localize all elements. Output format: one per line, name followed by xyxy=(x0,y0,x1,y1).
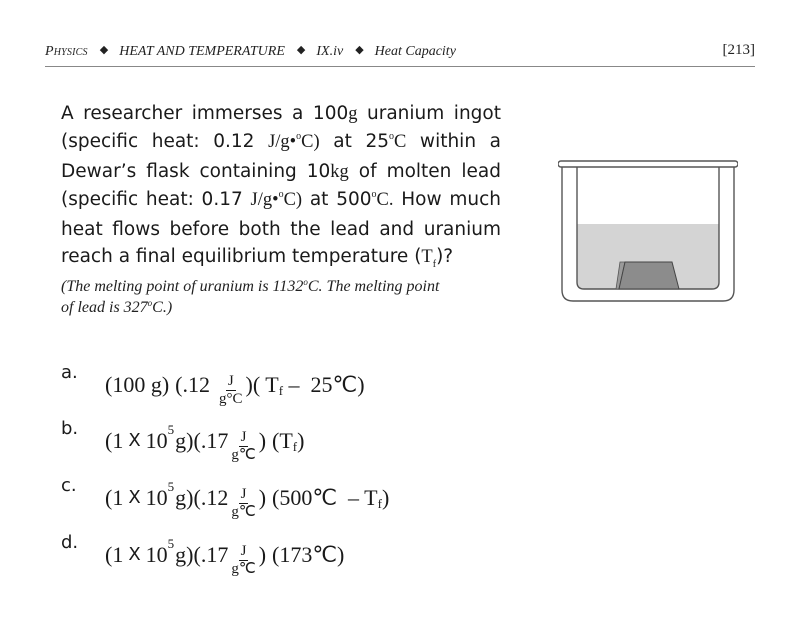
delta-t-term: (T xyxy=(272,427,293,453)
unit: C) xyxy=(301,132,320,152)
answer-choice-a[interactable] xyxy=(61,362,481,412)
mass-term: (1 xyxy=(105,484,124,510)
text: A researcher immerses a 100 xyxy=(61,103,349,124)
flask-rim xyxy=(558,161,738,167)
text: )? xyxy=(436,246,454,267)
answer-choice-c[interactable] xyxy=(61,475,481,525)
delta-t-term: ( T xyxy=(252,371,279,397)
mass-term: (1 xyxy=(105,541,124,567)
unit: J/g• xyxy=(250,190,279,210)
times-sign: X xyxy=(128,430,141,451)
choice-letter: d. xyxy=(61,532,79,553)
exponent: 5 xyxy=(167,421,175,437)
question-line: heat flows before both the lead and uranium xyxy=(61,219,501,240)
unit-fraction xyxy=(231,544,255,577)
unit-fraction xyxy=(219,374,243,407)
exponent: 5 xyxy=(167,535,175,551)
times-sign: X xyxy=(128,544,141,565)
times-sign: X xyxy=(128,487,141,508)
dewar-flask-illustration xyxy=(558,158,738,304)
paren: ) xyxy=(258,541,267,567)
degree-symbol: o xyxy=(278,189,284,200)
text: C. The melting point xyxy=(307,278,440,295)
page-number: [213] xyxy=(722,42,755,58)
degree-symbol: o xyxy=(296,131,302,142)
paren: ) xyxy=(258,427,267,453)
answer-choice-b[interactable] xyxy=(61,418,481,468)
unit: C xyxy=(393,132,407,152)
text: within a xyxy=(406,131,501,152)
text: C.) xyxy=(152,299,173,316)
fraction-numerator: J xyxy=(227,373,234,389)
question-line xyxy=(61,158,501,186)
unit: C. xyxy=(376,190,394,210)
mass-term: (100 g) xyxy=(105,371,170,397)
breadcrumb-section: IX.iv xyxy=(316,44,344,59)
question-line xyxy=(61,186,501,216)
choice-letter: b. xyxy=(61,418,79,439)
subscript: f xyxy=(377,495,382,511)
question-line xyxy=(61,128,501,158)
variable: T xyxy=(421,247,433,267)
choice-expression xyxy=(105,368,365,407)
text: of molten lead xyxy=(348,161,501,182)
subscript: f xyxy=(278,382,284,398)
text: (specific heat: 0.17 xyxy=(61,189,251,210)
breadcrumb-topic: Heat Capacity xyxy=(374,44,456,59)
specific-heat-value: (.17 xyxy=(193,427,229,453)
fraction-numerator: J xyxy=(240,543,247,559)
diamond-bullet-icon: ◆ xyxy=(296,44,306,56)
delta-t-term: ) xyxy=(297,427,305,453)
question-line xyxy=(61,243,501,273)
specific-heat-value: (.12 xyxy=(193,484,229,510)
delta-t-term: ) xyxy=(381,484,390,510)
melting-point-note xyxy=(61,277,501,319)
mass-term: 10 xyxy=(145,427,168,453)
mass-term: 10 xyxy=(145,541,168,567)
exponent: 5 xyxy=(167,478,175,494)
question-line xyxy=(61,100,501,128)
unit-fraction xyxy=(231,487,255,520)
fraction-denominator: g°C xyxy=(218,391,243,407)
unit: J/g• xyxy=(268,132,297,152)
diamond-bullet-icon: ◆ xyxy=(99,44,109,56)
fraction-numerator: J xyxy=(240,429,247,445)
paren: ) xyxy=(245,371,253,397)
specific-heat-value: (.12 xyxy=(175,371,210,397)
header-divider xyxy=(45,66,755,67)
fraction-denominator: g℃ xyxy=(231,561,256,577)
uranium-ingot xyxy=(619,262,679,289)
text: uranium ingot xyxy=(357,103,501,124)
unit: kg xyxy=(330,162,349,182)
unit: C) xyxy=(283,190,303,210)
unit-fraction xyxy=(231,430,255,463)
choice-expression xyxy=(105,535,345,577)
choice-expression xyxy=(105,478,390,520)
mass-term: g) xyxy=(175,484,194,510)
paren: ) xyxy=(258,484,267,510)
delta-t-term: – 25℃) xyxy=(283,371,365,397)
specific-heat-value: (.17 xyxy=(193,541,229,567)
text: at 500 xyxy=(302,189,372,210)
choice-letter: a. xyxy=(61,362,78,383)
text: Dewar’s flask containing 10 xyxy=(61,161,331,182)
text: (specific heat: 0.12 xyxy=(61,131,269,152)
fraction-denominator: g℃ xyxy=(231,504,256,520)
subscript: f xyxy=(432,259,437,270)
text: of lead is 327 xyxy=(61,299,148,316)
text: (The melting point of uranium is 1132 xyxy=(61,278,304,295)
degree-symbol: o xyxy=(303,277,308,287)
fraction-denominator: g℃ xyxy=(231,447,256,463)
unit: g xyxy=(348,104,358,124)
breadcrumb xyxy=(45,44,456,60)
question-text xyxy=(61,100,501,273)
fraction-numerator: J xyxy=(240,486,247,502)
text: reach a final equilibrium temperature ( xyxy=(61,246,422,267)
breadcrumb-chapter: HEAT AND TEMPERATURE xyxy=(119,44,285,59)
choice-letter: c. xyxy=(61,475,77,496)
text: at 25 xyxy=(319,131,389,152)
choice-expression xyxy=(105,421,305,463)
breadcrumb-subject: Physics xyxy=(45,44,88,59)
running-header xyxy=(45,42,755,64)
mass-term: g) xyxy=(175,427,194,453)
delta-t-term: (173℃) xyxy=(272,541,345,567)
answer-choice-d[interactable] xyxy=(61,532,481,582)
degree-symbol: o xyxy=(388,131,394,142)
mass-term: (1 xyxy=(105,427,124,453)
degree-symbol: o xyxy=(371,189,377,200)
delta-t-term: (500℃ – T xyxy=(272,484,378,510)
mass-term: 10 xyxy=(145,484,168,510)
mass-term: g) xyxy=(175,541,194,567)
diamond-bullet-icon: ◆ xyxy=(355,44,364,56)
degree-symbol: o xyxy=(147,298,153,308)
subscript: f xyxy=(292,438,298,454)
text: How much xyxy=(393,189,501,210)
